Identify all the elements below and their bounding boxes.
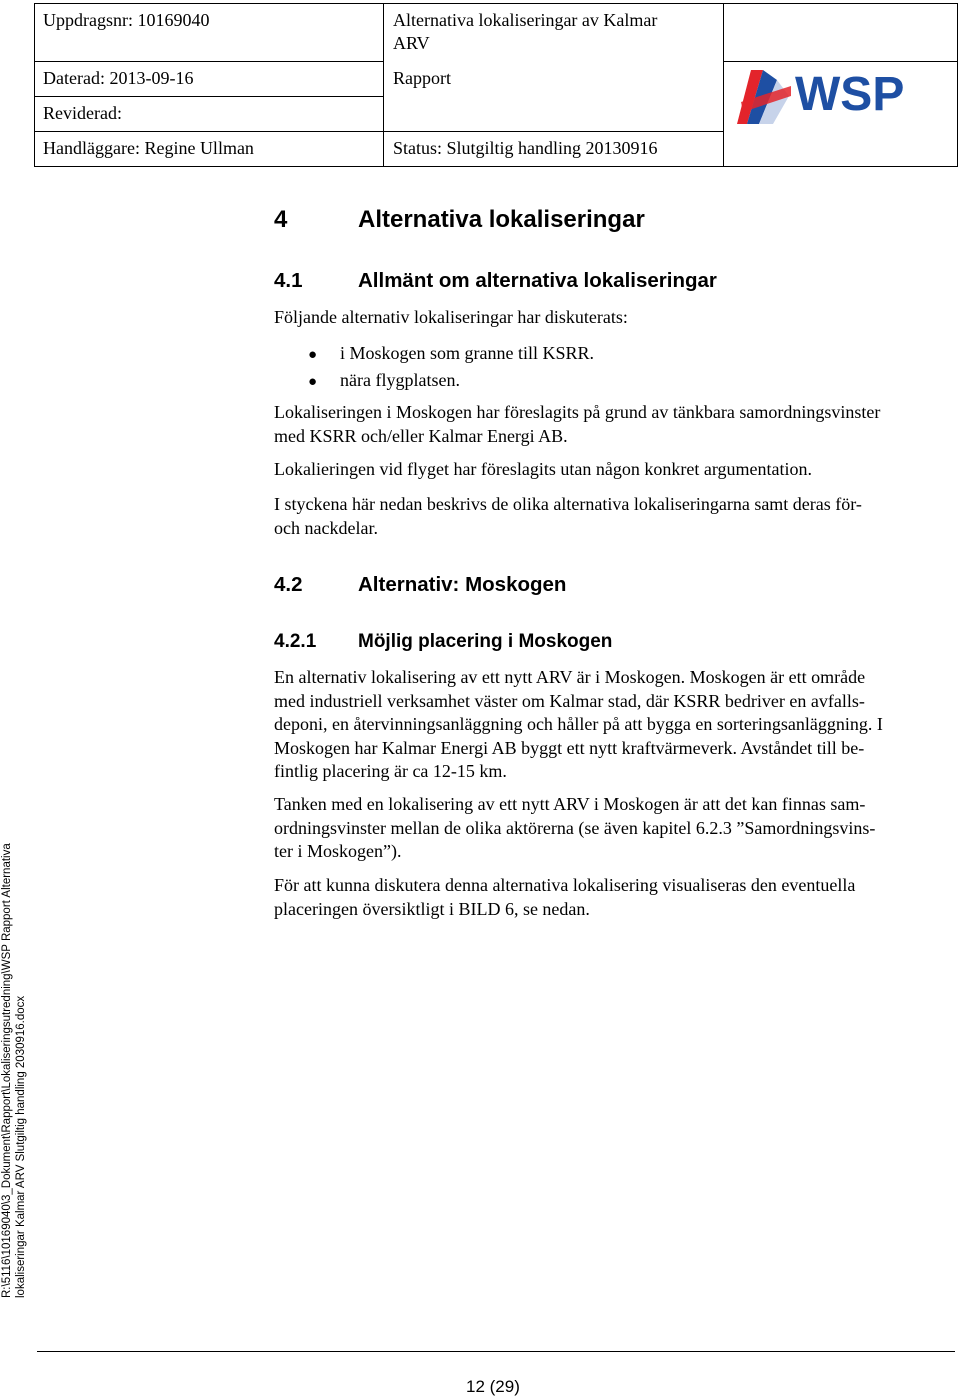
text-line: För att kunna diskutera denna alternativa lokalisering visualiseras den eventuella (274, 875, 856, 895)
wsp-logo (733, 62, 923, 128)
text-line: och nackdelar. (274, 517, 378, 538)
page-number: 12 (29) (466, 1377, 520, 1396)
list-item (308, 368, 594, 395)
text-line: deponi, en återvinningsanläggning och håller på att bygga en sorteringsanläggning. I (274, 714, 883, 734)
subsection-4-1-number: 4.1 (274, 269, 303, 292)
header-border-right (957, 3, 958, 167)
header-col-divider-2 (723, 3, 724, 167)
list-item-text: nära flygplatsen. (340, 370, 460, 390)
subsection-4-2-1-title: Möjlig placering i Moskogen (358, 631, 613, 652)
s421-paragraph-3 (274, 874, 960, 921)
bullet-list (308, 341, 594, 395)
s41-paragraph-1 (274, 401, 960, 448)
text-line: Moskogen har Kalmar Energi AB byggt ett nytt kraftvärmeverk. Avståndet till be- (274, 737, 865, 758)
s41-paragraph-2: Lokalieringen vid flyget har föreslagits utan någon konkret argumentation. (274, 459, 813, 479)
s41-paragraph-3 (274, 493, 960, 540)
section-heading (274, 206, 645, 234)
header-title-line2: ARV (393, 33, 430, 53)
header-reviderad: Reviderad: (43, 103, 122, 123)
s41-intro: Följande alternativ lokaliseringar har diskuterats: (274, 307, 628, 327)
header-row-divider-3 (34, 131, 723, 132)
s421-paragraph-1 (274, 666, 960, 784)
subsection-4-2-number: 4.2 (274, 573, 303, 596)
file-path-line: lokaliseringar Kalmar ARV Slutgiltig handling 2030916.docx (15, 995, 27, 1298)
header-title-line1: Alternativa lokaliseringar av Kalmar (393, 10, 658, 30)
s421-paragraph-2 (274, 793, 960, 864)
subsection-4-2-title: Alternativ: Moskogen (358, 573, 567, 596)
header-rapport: Rapport (393, 68, 451, 88)
footer-divider (37, 1351, 955, 1352)
section-title: Alternativa lokaliseringar (358, 206, 645, 233)
wsp-logo-graphic (733, 62, 923, 128)
text-line: I styckena här nedan beskrivs de olika alternativa lokaliseringarna samt deras för- (274, 494, 862, 514)
header-daterad: Daterad: 2013-09-16 (43, 68, 194, 88)
bullet-icon: ● (308, 374, 318, 390)
text-line: fintlig placering är ca 12-15 km. (274, 761, 507, 781)
header-row-divider-2 (34, 96, 383, 97)
text-line: ter i Moskogen”). (274, 841, 402, 861)
text-line: Lokaliseringen i Moskogen har föreslagits på grund av tänkbara samordningsvinster (274, 402, 881, 422)
file-path-line: R:\5116\10169040\3_Dokument\Rapport\Lokaliseringsutredning\WSP Rapport Alternativa (1, 843, 13, 1298)
subsection-4-1-heading (274, 269, 717, 293)
section-number: 4 (274, 206, 288, 233)
file-path-margin (0, 843, 28, 1298)
subsection-4-1-title: Allmänt om alternativa lokaliseringar (358, 269, 717, 292)
header-handlaggare: Handläggare: Regine Ullman (43, 138, 254, 158)
header-row-divider-1 (34, 61, 383, 62)
text-line: med KSRR och/eller Kalmar Energi AB. (274, 425, 568, 446)
header-uppdragsnr: Uppdragsnr: 10169040 (43, 10, 210, 30)
header-status: Status: Slutgiltig handling 20130916 (393, 138, 658, 158)
text-line: placeringen översiktligt i BILD 6, se nedan. (274, 898, 590, 919)
header-border-top (34, 3, 958, 4)
list-item (308, 341, 594, 368)
text-line: ordningsvinster mellan de olika aktörerna (se även kapitel 6.2.3 ”Samordningsvins- (274, 817, 876, 838)
subsection-4-2-heading (274, 573, 566, 597)
text-line: En alternativ lokalisering av ett nytt ARV är i Moskogen. Moskogen är ett område (274, 667, 866, 687)
list-item-text: i Moskogen som granne till KSRR. (340, 343, 595, 363)
subsection-4-2-1-number: 4.2.1 (274, 631, 317, 652)
bullet-icon: ● (308, 347, 318, 363)
subsection-4-2-1-heading (274, 631, 612, 653)
wsp-logo-text: WSP (795, 68, 905, 121)
text-line: Tanken med en lokalisering av ett nytt ARV i Moskogen är att det kan finnas sam- (274, 794, 866, 814)
header-border-bottom (34, 166, 958, 167)
text-line: med industriell verksamhet väster om Kalmar stad, där KSRR bedriver en avfalls- (274, 690, 865, 711)
